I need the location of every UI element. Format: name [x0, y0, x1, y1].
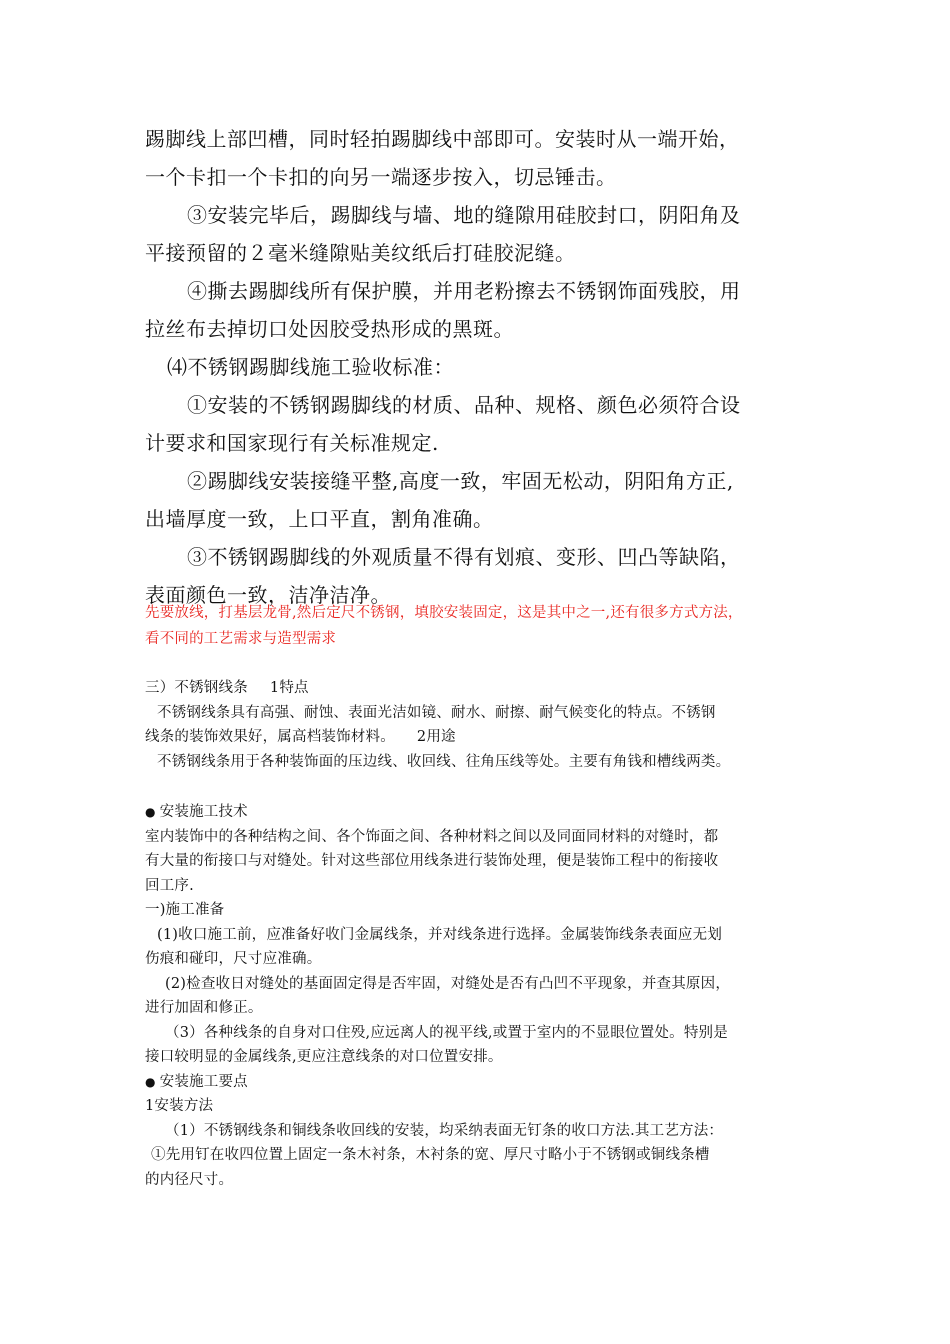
paragraph-line: (2)检查收日对缝处的基面固定得是否牢固，对缝处是否有凸凹不平现象，并查其原因，: [165, 975, 731, 992]
paragraph-line: 室内装饰中的各种结构之间、各个饰面之间、各种材料之间以及同面同材料的对缝时，都: [145, 828, 719, 845]
paragraph-line: ④撕去踢脚线所有保护膜，并用老粉擦去不锈钢饰面残胶，用: [187, 279, 741, 303]
paragraph-line: 不锈钢线条具有高强、耐蚀、表面光洁如镜、耐水、耐擦、耐气候变化的特点。不锈钢: [157, 704, 716, 721]
red-note: [145, 600, 825, 652]
section-heading: 三）不锈钢线条 1特点: [145, 680, 309, 696]
paragraph-line: 一个卡扣一个卡扣的向另一端逐步按入，切忌锤击。: [145, 165, 617, 189]
subheading: 一)施工准备: [145, 902, 225, 918]
paragraph-line: （1）不锈钢线条和铜线条收回线的安装，均采纳表面无钉条的收口方法.其工艺方法：: [165, 1122, 724, 1139]
paragraph-line: 出墙厚度一致，上口平直，割角准确。: [145, 507, 494, 531]
paragraph-line: 的内径尺寸。: [145, 1171, 234, 1188]
paragraph-line: ③不锈钢踢脚线的外观质量不得有划痕、变形、凹凸等缺陷，: [187, 545, 741, 569]
paragraph-line: 表面颜色一致，洁净洁净。: [145, 583, 391, 607]
paragraph-line: 平接预留的２毫米缝隙贴美纹纸后打硅胶泥缝。: [145, 241, 576, 265]
section-install: [145, 800, 825, 1192]
paragraph-line: 进行加固和修正。: [145, 1000, 263, 1016]
note-line: 先要放线，打基层龙骨,然后定尺不锈钢，填胶安装固定，这是其中之一,还有很多方式方法，: [145, 605, 743, 621]
paragraph-line: 回工序.: [145, 877, 194, 894]
paragraph-line: 不锈钢线条用于各种装饰面的压边线、收回线、往角压线等处。主要有角钱和槽线两类。: [157, 753, 731, 770]
subheading-features: 1特点: [269, 680, 309, 696]
paragraph-line: 线条的装饰效果好，属高档装饰材料。 2用途: [145, 729, 456, 745]
paragraph-line: 踢脚线上部凹槽，同时轻拍踢脚线中部即可。安装时从一端开始，: [145, 127, 740, 151]
paragraph-line: ①安装的不锈钢踢脚线的材质、品种、规格、颜色必须符合设: [187, 393, 741, 417]
large-text-section: [145, 120, 825, 614]
paragraph-line: 拉丝布去掉切口处因胶受热形成的黑斑。: [145, 317, 514, 341]
paragraph-line: （3）各种线条的自身对口住殁,应远离人的视平线,或置于室内的不显眼位置处。特别是: [165, 1024, 728, 1041]
paragraph-line: ②踢脚线安装接缝平整,高度一致，牢固无松动，阴阳角方正,: [187, 469, 734, 493]
bullet-icon: ●: [145, 805, 156, 819]
paragraph-line: 有大量的衔接口与对缝处。针对这些部位用线条进行装饰处理，便是装饰工程中的衔接收: [145, 853, 719, 869]
subheading-usage: 2用途: [416, 729, 456, 745]
paragraph-line: 接口较明显的金属线条,更应注意线条的对口位置安排。: [145, 1049, 503, 1065]
paragraph-line: 伤痕和碰印，尺寸应准确。: [145, 951, 322, 967]
section-steel-lines: [145, 676, 825, 774]
bullet-heading: ● 安装施工技术: [145, 800, 825, 825]
paragraph-line: 计要求和国家现行有关标准规定.: [145, 431, 439, 455]
subheading: ⑷不锈钢踢脚线施工验收标准：: [167, 355, 454, 379]
paragraph-line: (1)收口施工前，应准备好收门金属线条，并对线条进行选择。金属装饰线条表面应无划: [157, 926, 723, 943]
bullet-icon: ●: [145, 1074, 156, 1089]
bullet-heading: ● 安装施工要点: [145, 1070, 825, 1095]
paragraph-line: ①先用钉在收四位置上固定一条木衬条，木衬条的宽、厚尺寸略小于不锈钢或铜线条槽: [151, 1147, 710, 1163]
subheading: 1安装方法: [145, 1098, 214, 1114]
note-line: 看不同的工艺需求与造型需求: [145, 631, 337, 647]
paragraph-line: ③安装完毕后，踢脚线与墙、地的缝隙用硅胶封口，阴阳角及: [187, 203, 741, 227]
